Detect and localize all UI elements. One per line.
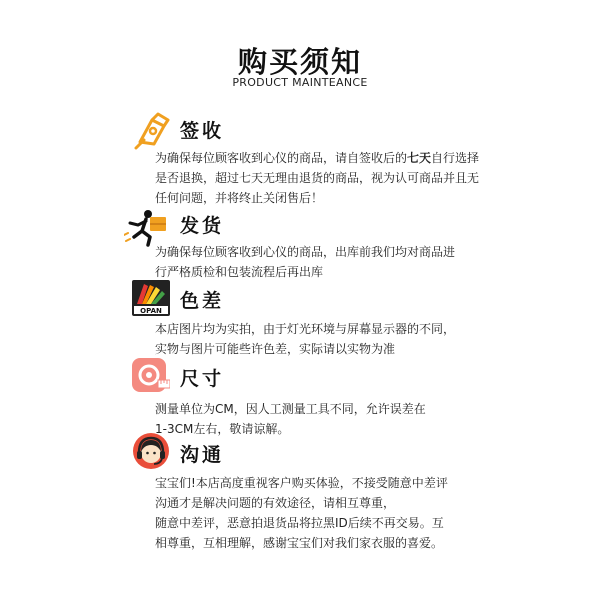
- section-heading: 签收: [180, 120, 225, 142]
- highlight-seven-days: 七天: [407, 151, 432, 165]
- section-heading: 沟通: [180, 444, 225, 466]
- swatch-label: OPAN: [140, 307, 162, 315]
- section-heading: 尺寸: [180, 368, 225, 390]
- section-heading: 色差: [180, 290, 225, 312]
- measuring-tape-icon: [132, 358, 170, 394]
- section-body: 本店图片均为实拍，由于灯光环境与屏幕显示器的不同， 实物与图片可能些许色差，实际请以实物为准: [155, 322, 456, 356]
- color-swatch-icon: [132, 280, 170, 316]
- delivery-runner-icon: [124, 207, 172, 247]
- headset-agent-icon: [132, 432, 170, 470]
- section-body: 测量单位为CM，因人工测量工具不同，允许误差在 1-3CM左右，敬请谅解。: [155, 402, 426, 436]
- section-heading: 发货: [180, 215, 225, 237]
- fountain-pen-icon: [132, 112, 172, 152]
- section-body: 为确保每位顾客收到心仪的商品，请自签收后的七天自行选择是否退换，超过七天无理由退货的商品，视为认可商品并且无任何问题，并将终止关闭售后！: [155, 151, 480, 205]
- section-body: 宝宝们!本店高度重视客户购买体验，不接受随意中差评 沟通才是解决问题的有效途径，请相互尊重， 随意中差评，恶意拍退货品将拉黑ID后续不再交易。互 相尊重，互相理解，感谢宝宝们对我们家衣服的喜爱。: [155, 476, 448, 550]
- page-title: 购买须知: [237, 45, 362, 79]
- section-body: 为确保每位顾客收到心仪的商品，出库前我们均对商品进 行严格质检和包装流程后再出库: [155, 245, 456, 279]
- page-subtitle: PRODUCT MAINTEANCE: [232, 76, 368, 89]
